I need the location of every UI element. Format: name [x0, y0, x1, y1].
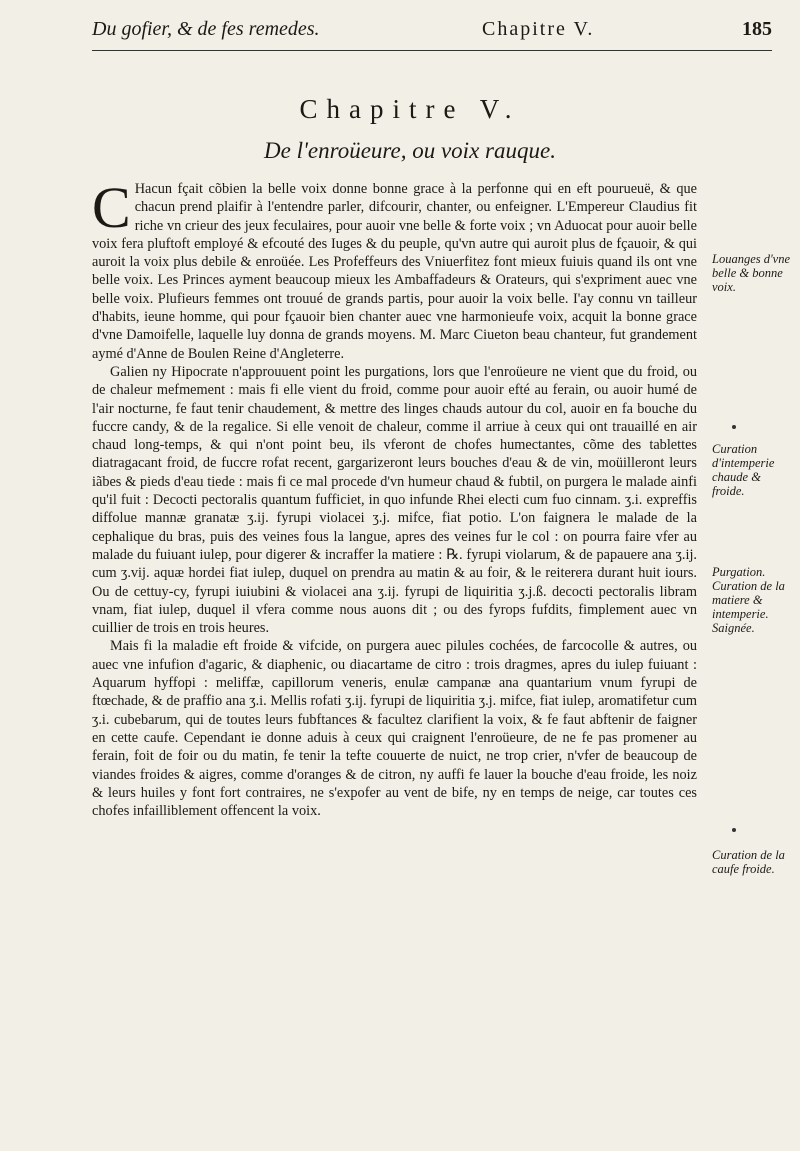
paragraph-3: Mais fi la maladie eft froide & vifcide, on purgera auec pilules cochées, de farcocolle & autres, ou auec vne infufion d'agaric, & diaphenic, ou diacartame de citro : trois dragmes, apres du iulep fuiuant : Aquarum hyffopi : meliffæ, capillorum veneris, enulæ campanæ ana quantarium vnum fyrupi de ftœchade, & de praffio ana ʒ.i. Mellis rofati ʒ.ij. fyrupi de liquiritia ʒ.j. mifce, fiat iulep, aromatifetur cum ʒ.i. cubebarum, qui de toutes leurs fubftances & facultez clarifient la voix, & fe faut abftenir de faigner en cette caufe. Cependant ie donne aduis à ceux qui craignent l'enroüeure, de ne fe pas promener au ferain, foit de foir ou du matin, fe tenir la tefte couuerte de nuict, ne trop crier, n'vfer de beaucoup de viandes froides & aigres, comme d'oranges & de citron, ny auffi fe lauer la bouche d'eau froide, les noiz & leurs huiles y font fort contraires, ne s'expofer au vent de bife, ny en temps de neige, car toutes ces chofes infailliblement offencent la voix. [92, 638, 697, 820]
margin-mark [732, 425, 736, 429]
margin-note-purgation: Purgation. Curation de la matiere & intemperie. Saignée. [712, 565, 785, 635]
margin-note-cold-cause: Curation de la caufe froide. [712, 848, 785, 876]
running-head-chapter: Chapitre V. [482, 18, 595, 40]
paragraph-2: Galien ny Hipocrate n'approuuent point les purgations, lors que l'enroüeure ne vient que du froid, ou de chaleur mefmement : mais fi elle vient du froid, comme pour auoir efté au ferain, ou auoir humé de l'air nocturne, fe faut tenir chaudement, & mettre des linges chauds autour du col, auoir en fa bouche du fuccre candy, & de la regalice. Si elle venoit de chaleur, comme il arriue à ceux qui ont trauaillé en air chaud long-temps, & qui n'ont point beu, ils vferont de chofes humectantes, cõme des tablettes diatragacant froid, de fuccre rofat recent, gargarizeront leurs bouches d'eau & de vin, moüilleront leurs iãbes & pieds d'eau tiede : mais fi ce mal procede d'vn humeur chaud & fubtil, on purgera le malade ainfi qu'il fuit : Decocti pectoralis quantum fufficiet, in quo infunde Rhei electi cum fuo cinnam. ʒ.i. expreffis diffolue mannæ granatæ ʒ.ij. fyrupi violacei ʒ.j. mifce, fiat potio. L'on faignera le malade de la cephalique du bras, puis des veines fous la langue, apres des veines fur le col : on pourra faire vfer au malade du fuiuant iulep, pour digerer & incraffer la matiere : ℞. fyrupi violarum, & de papauere ana ʒ.ij. cum ʒ.vij. aquæ hordei fiat iulep, duquel on prendra au matin & au foir, & le reiterera durant huit iours. Ou de cettuy-cy, fyrupi iuiubini & violacei ana ʒ.ij. fyrupi de liquiritia ʒ.j.ß. decocti pectoralis libram vnam, fiat iulep, duquel il vfera comme nous auons dit ; ou des fyrops fufdits, fimplement auec vn cuillier de trois en trois heures. [92, 363, 697, 637]
paragraph-1-text: Hacun fçait cõbien la belle voix donne bonne grace à la perfonne qui en eft pourueuë, & que chacun prend plaifir à l'entendre parler, difcourir, chanter, ou enfeigner. L'Empereur Claudius fit riche vn crieur des jeux feculaires, pour auoir vne belle & forte voix ; vn Aduocat pour auoir belle voix fera pluftoft employé & efcouté des Iuges & du peuple, qu'vn autre qui auroit plus de fçauoir, & qui auroit la voix plus debile & enroüée. Les Profeffeurs des Vniuerfitez font mieux fuiuis quand ils ont vne belle voix. Les Princes ayment beaucoup mieux les Ambaffadeurs & Orateurs, qui s'expriment auec vne belle voix. Plufieurs femmes ont trouué de grands partis, pour auoir la voix belle. I'ay connu vn tailleur d'habits, ieune homme, qui pour fçauoir bien chanter auec vne harmonieufe voix, acquit la bonne grace d'vne Damoifelle, laquelle luy donna de grands moyens. M. Marc Ciueton beau chanteur, fut grandement aymé d'Anne de Boulen Reine d'Angleterre. [92, 181, 697, 362]
drop-cap: C [92, 175, 131, 240]
page-number: 185 [742, 18, 772, 40]
margin-note-curation-intemperie: Curation d'intemperie chaude & froide. [712, 442, 775, 498]
running-head-title: Du gofier, & de fes remedes. [92, 18, 320, 40]
margin-note-praise: Louanges d'vne belle & bonne voix. [712, 252, 791, 294]
header-rule [92, 50, 772, 51]
paragraph-1 [92, 175, 697, 363]
chapter-subtitle: De l'enroüeure, ou voix rauque. [264, 138, 556, 163]
chapter-heading: Chapitre V. [299, 94, 521, 124]
running-head [92, 14, 772, 44]
body-text [92, 175, 697, 820]
margin-mark [732, 828, 736, 832]
